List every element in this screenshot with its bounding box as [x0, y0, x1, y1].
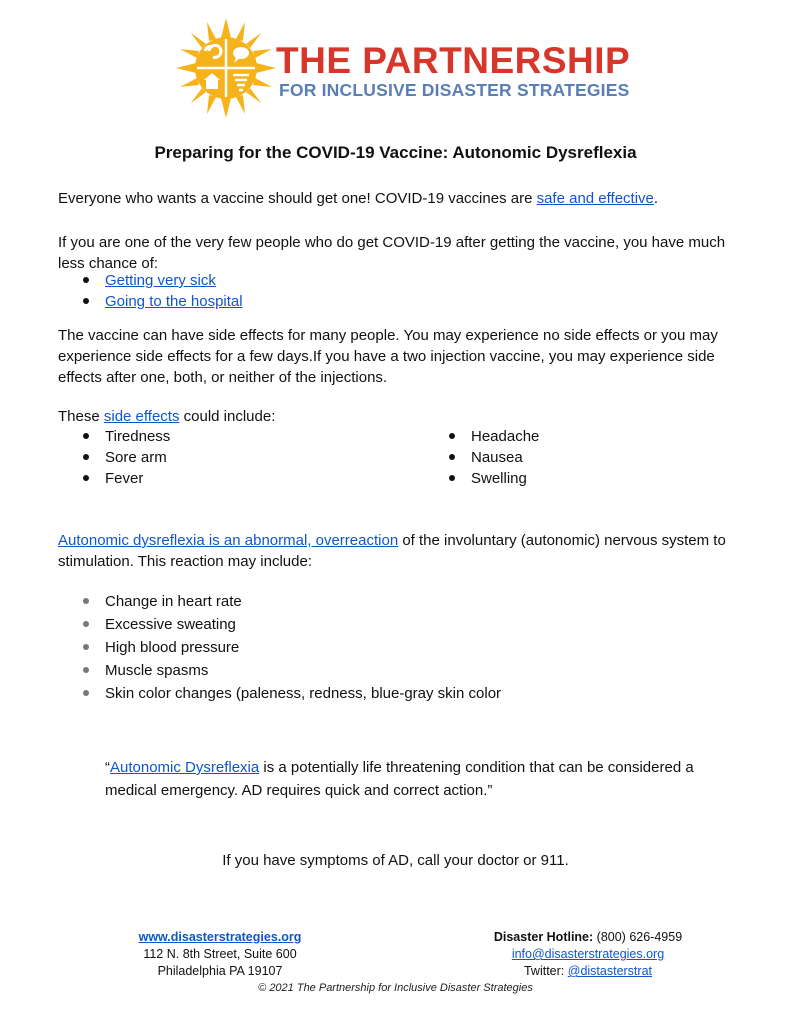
hotline — [468, 929, 708, 946]
chance-paragraph: If you are one of the very few people who do get COVID-19 after getting the vaccine, you have much less chance of: — [58, 234, 726, 272]
list-item: Fever — [58, 468, 170, 489]
chance-list — [58, 270, 243, 312]
list-item: Muscle spasms — [58, 659, 501, 682]
side-effects-list-left — [58, 426, 170, 489]
safe-effective-link[interactable]: safe and effective — [536, 190, 654, 207]
quote-open: “ — [105, 759, 110, 776]
list-item: Change in heart rate — [58, 590, 501, 613]
twitter-link[interactable]: @distasterstrat — [567, 964, 652, 978]
address-line-2: Philadelphia PA 19107 — [157, 964, 283, 978]
side-effects-heading — [58, 406, 748, 427]
ad-definition-link[interactable]: Autonomic dysreflexia is an abnormal, overreaction — [58, 532, 399, 549]
call-to-action: If you have symptoms of AD, call your doctor or 911. — [222, 852, 569, 869]
side-effects-link[interactable]: side effects — [103, 408, 180, 425]
ad-symptoms-list — [58, 590, 501, 705]
address-line-1: 112 N. 8th Street, Suite 600 — [143, 947, 297, 961]
intro-text: Everyone who wants a vaccine should get one! COVID-19 vaccines are — [58, 190, 537, 207]
list-item — [58, 270, 243, 291]
website-link[interactable]: www.disasterstrategies.org — [138, 930, 302, 944]
ad-paragraph — [58, 530, 748, 572]
list-item: Skin color changes (paleness, redness, blue-gray skin color — [58, 682, 501, 705]
brand-name: THE PARTNERSHIP — [276, 40, 631, 81]
list-item: Swelling — [424, 468, 539, 489]
intro-period: . — [653, 190, 659, 207]
twitter-label: Twitter: — [523, 964, 568, 978]
copyright: © 2021 The Partnership for Inclusive Disaster Strategies — [258, 982, 533, 994]
hotline-number: (800) 626-4959 — [593, 930, 683, 944]
list-item: Headache — [424, 426, 539, 447]
footer-contact-left — [120, 929, 320, 980]
side-effects-paragraph: The vaccine can have side effects for many people. You may experience no side effects or you may experience side effects for a few days.If you have a two injection vaccine, you may experience side effects after one, both, or neither of the injections. — [58, 327, 718, 386]
list-item — [58, 291, 243, 312]
twitter — [468, 963, 708, 980]
list-item: High blood pressure — [58, 636, 501, 659]
getting-sick-link[interactable]: Getting very sick — [105, 272, 216, 289]
list-item: Excessive sweating — [58, 613, 501, 636]
side-effects-suffix: could include: — [179, 408, 276, 425]
page-title: Preparing for the COVID-19 Vaccine: Autonomic Dysreflexia — [154, 143, 637, 162]
side-effects-list-right — [424, 426, 539, 489]
ad-quote-link[interactable]: Autonomic Dysreflexia — [110, 759, 260, 776]
ad-quote — [105, 756, 735, 802]
footer-contact-right — [468, 929, 708, 980]
brand-tagline: FOR INCLUSIVE DISASTER STRATEGIES — [279, 80, 630, 100]
quote-text: is a potentially life threatening condition that can be considered a medical emergency. AD requires quick and correct action.” — [105, 759, 694, 799]
email-link[interactable]: info@disasterstrategies.org — [511, 947, 665, 961]
ad-text: of the involuntary (autonomic) nervous system to stimulation. This reaction may include: — [58, 532, 726, 570]
hotline-label: Disaster Hotline: — [493, 930, 594, 944]
list-item: Nausea — [424, 447, 539, 468]
organization-logo — [176, 18, 276, 118]
intro-paragraph — [58, 188, 748, 209]
list-item: Tiredness — [58, 426, 170, 447]
hospital-link[interactable]: Going to the hospital — [105, 293, 243, 310]
side-effects-prefix: These — [58, 408, 104, 425]
list-item: Sore arm — [58, 447, 170, 468]
